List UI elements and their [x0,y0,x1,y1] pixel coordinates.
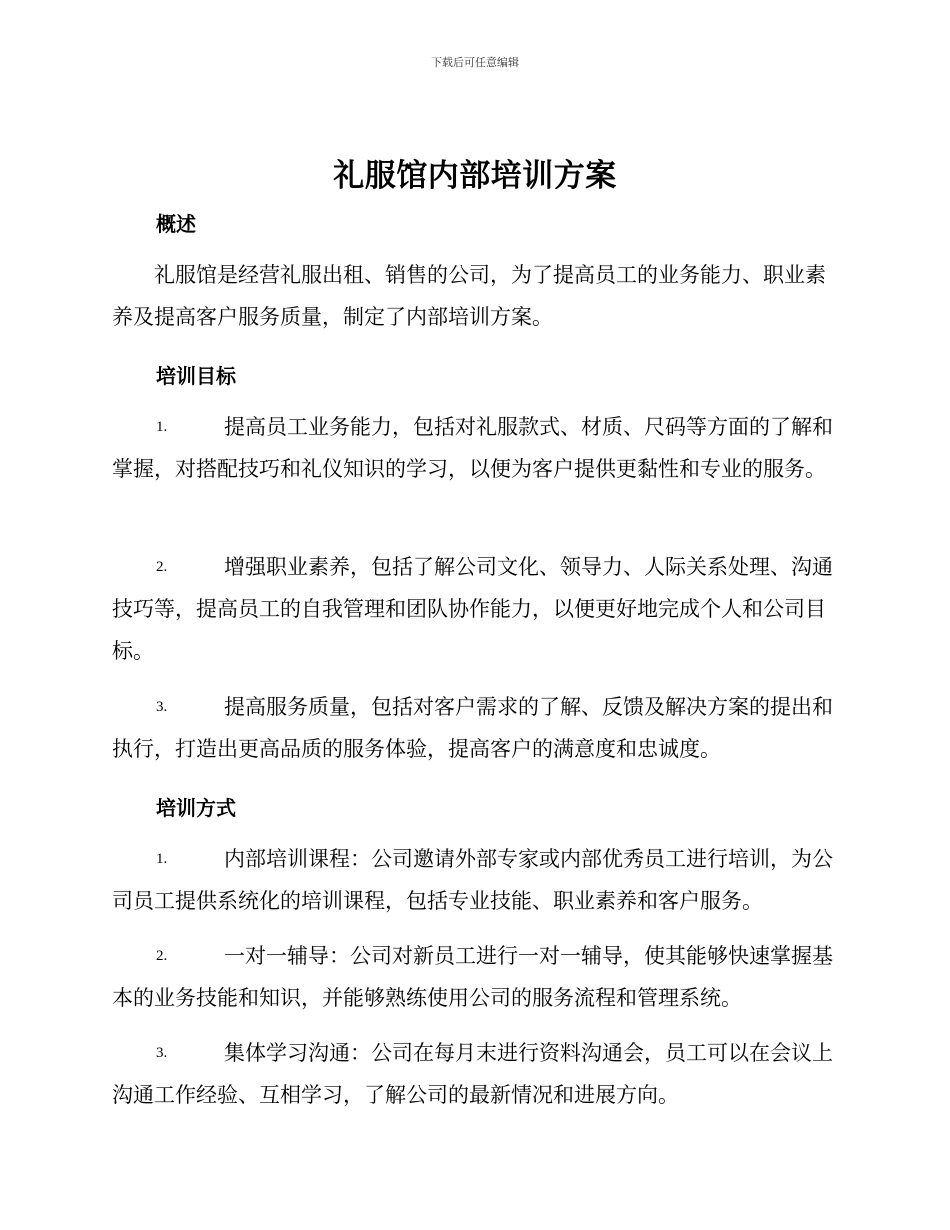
goal-item-2 [112,546,834,672]
goal-item-3-number: 3. [156,699,168,715]
section-heading-goals: 培训目标 [156,364,236,388]
goal-item-3 [112,686,834,770]
method-item-2 [112,935,834,1019]
header-note: 下载后可任意编辑 [431,56,519,69]
document-title: 礼服馆内部培训方案 [333,158,617,194]
method-item-1-text: 内部培训课程：公司邀请外部专家或内部优秀员工进行培训，为公司员工提供系统化的培训课程，包括专业技能、职业素养和客户服务。 [112,847,833,913]
method-item-1 [112,838,834,922]
method-item-3-text: 集体学习沟通：公司在每月末进行资料沟通会，员工可以在会议上沟通工作经验、互相学习，了解公司的最新情况和进展方向。 [112,1041,833,1107]
goal-item-1 [112,406,834,490]
goal-item-2-number: 2. [156,559,168,575]
method-item-2-text: 一对一辅导：公司对新员工进行一对一辅导，使其能够快速掌握基本的业务技能和知识，并能够熟练使用公司的服务流程和管理系统。 [112,944,833,1010]
goal-item-1-number: 1. [156,419,168,435]
section-heading-overview: 概述 [156,212,196,236]
goal-item-1-text: 提高员工业务能力，包括对礼服款式、材质、尺码等方面的了解和掌握，对搭配技巧和礼仪知识的学习，以便为客户提供更黏性和专业的服务。 [112,415,833,481]
method-item-1-number: 1. [156,851,168,867]
method-item-2-number: 2. [156,948,168,964]
goal-item-2-text: 增强职业素养，包括了解公司文化、领导力、人际关系处理、沟通技巧等，提高员工的自我管理和团队协作能力，以便更好地完成个人和公司目标。 [112,555,833,663]
method-item-3-number: 3. [156,1045,168,1061]
overview-paragraph: 礼服馆是经营礼服出租、销售的公司，为了提高员工的业务能力、职业素养及提高客户服务质量，制定了内部培训方案。 [112,263,826,329]
section-heading-methods: 培训方式 [156,796,236,820]
method-item-3 [112,1032,834,1116]
goal-item-3-text: 提高服务质量，包括对客户需求的了解、反馈及解决方案的提出和执行，打造出更高品质的服务体验，提高客户的满意度和忠诚度。 [112,695,833,761]
